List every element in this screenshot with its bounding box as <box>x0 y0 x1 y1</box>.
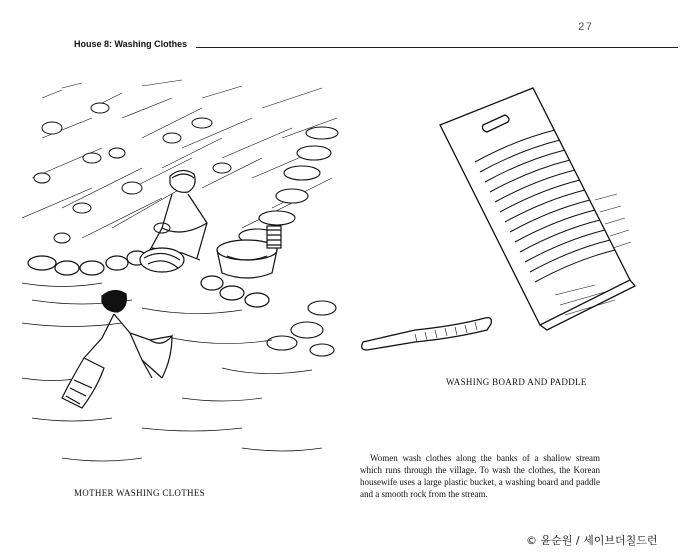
copyright-watermark: © 윤순원 / 세이브더칠드런 <box>526 534 658 547</box>
left-caption: MOTHER WASHING CLOTHES <box>74 488 205 498</box>
right-caption: WASHING BOARD AND PADDLE <box>446 377 587 387</box>
header-rule <box>196 47 678 48</box>
page-number: 27 <box>578 22 594 34</box>
description-paragraph: Women wash clothes along the banks of a shallow stream which runs through the village. To wash the clothes, the Korean housewife uses a large plastic bucket, a washing board and paddle and a smooth rock from the stream. <box>360 453 600 499</box>
header-title: House 8: Washing Clothes <box>74 39 188 49</box>
washing-board-illustration <box>355 80 655 370</box>
mother-washing-illustration <box>22 78 344 483</box>
